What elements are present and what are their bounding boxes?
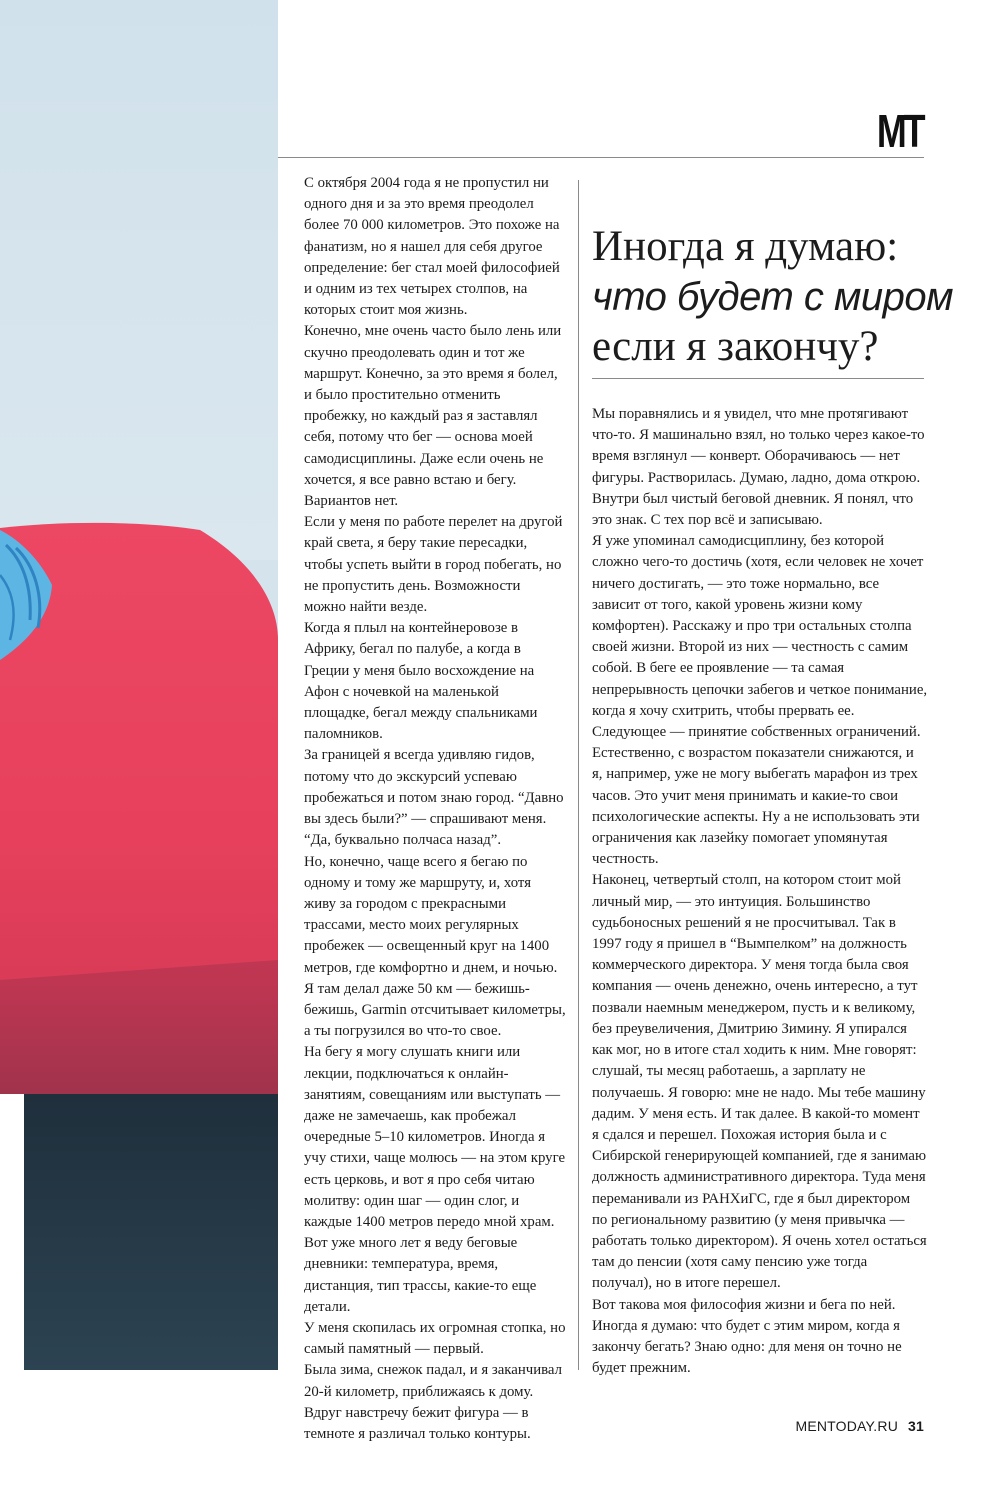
paragraph: С октября 2004 года я не пропустил ни одного дня и за это время преодолел более 70 000 километров. Это похоже на фанатизм, но я нашел для себя другое определение: бег стал моей философией и одним из тех четырех столпов, на которых стоит моя жизнь. [304, 175, 560, 319]
paragraph: Была зима, снежок падал, и я заканчивал 20-й километр, приближаясь к дому. Вдруг навстречу бежит фигура — в темноте я различал только контуры. [304, 1362, 562, 1442]
sky-texture [0, 0, 278, 560]
paragraph: Вот уже много лет я веду беговые дневники: температура, время, дистанция, тип трассы, какие-то еще детали. [304, 1235, 537, 1315]
paragraph: Конечно, мне очень часто было лень или скучно преодолевать один и тот же маршрут. Конечно, за это время я болел, и было простительно отменить пробежку, но каждый раз я заставлял себя, потому что бег — основа моей самодисциплины. Даже если очень не хочется, я все равно встаю и бегу. Вариантов нет. [304, 323, 562, 510]
page-number: 31 [908, 1418, 924, 1434]
magazine-logo: MT [876, 105, 922, 157]
pull-quote-line-1: Иногда я думаю: [592, 223, 899, 270]
paragraph: У меня скопилась их огромная стопка, но самый памятный — первый. [304, 1319, 566, 1358]
paragraph: Если у меня по работе перелет на другой край света, я беру такие пересадки, чтобы успеть выйти в город побегать, но не пропустить день. Возможности можно найти везде. [304, 514, 563, 616]
paragraph: На бегу я могу слушать книги или лекции, подключаться к онлайн-занятиям, совещаниям или выступать — даже не замечаешь, как пробежал очередные 5–10 километров. Иногда я учу стихи, чаще молюсь — на этом круге есть церковь, и вот я про себя читаю молитву: один шаг — один слог, и каждые 1400 метров передо мной храм. [304, 1044, 566, 1230]
base-left-edge [0, 1094, 24, 1370]
paragraph: Следующее — принятие собственных ограничений. Естественно, с возрастом показатели снижаются, и я, например, уже не могу выбегать марафон из трех часов. Это учит меня принимать и какие-то свои психологические аспекты. Ну а не использовать эти ограничения как лазейку помогает упомянутая честность. [592, 724, 921, 868]
paragraph: Но, конечно, чаще всего я бегаю по одному и тому же маршруту, и, хотя живу за городом с прекрасными трассами, место моих регулярных пробежек — освещенный круг на 1400 метров, где комфортно и днем, и ночью. Я там делал даже 50 км — бежишь-бежишь, Garmin отсчитывает километры, а ты погрузился во что-то свое. [304, 853, 566, 1040]
header-rule [278, 157, 924, 158]
paragraph: Вот такова моя философия жизни и бега по ней. [592, 1296, 896, 1313]
pull-quote [592, 222, 954, 372]
paragraph: Мы поравнялись и я увидел, что мне протягивают что-то. Я машинально взял, но только через какое-то время взглянул — конверт. Оборачиваюсь — нет фигуры. Растворилась. Думаю, ладно, дома открою. Внутри был чистый беговой дневник. Я понял, что это знак. С тех пор всё и записываю. [592, 406, 925, 529]
page-footer [795, 1418, 924, 1434]
illustration-svg [0, 0, 278, 1370]
column-divider [578, 180, 579, 1370]
dark-base [24, 1094, 278, 1370]
pull-quote-line-3: если я закончу? [592, 323, 879, 370]
paragraph: За границей я всегда удивляю гидов, потому что до экскурсий успеваю пробежаться и потом знаю город. “Давно вы здесь были?” — спрашивают меня. “Да, буквально полчаса назад”. [304, 747, 564, 849]
article-column-right [592, 404, 928, 1379]
paragraph: Когда я плыл на контейнеровозе в Африку, бегал по палубе, а когда в Греции у меня было восхождение на Афон с ночевкой на маленькой площадке, бегал между спальниками паломников. [304, 620, 538, 743]
dome-shadow [0, 960, 278, 1100]
paragraph: Я уже упоминал самодисциплину, без которой сложно чего-то достичь (хотя, если человек не хочет ничего достигать, — это тоже нормально, все зависит от того, какой уровень жизни кому комфортен). Расскажу и про три остальных столпа своей жизни. Второй из них — честность с самим собой. В беге ее проявление — та самая непрерывность цепочки забегов и четкое понимание, когда я хочу схитрить, чтобы прервать ее. [592, 533, 928, 719]
paragraph: Иногда я думаю: что будет с этим миром, когда я закончу бегать? Знаю одно: для меня он точно не будет прежним. [592, 1317, 902, 1377]
paragraph: Наконец, четвертый столп, на котором стоит мой личный мир, — это интуиция. Большинство судьбоносных решений я не просчитывал. Так в 1997 году я пришел в “Вымпелком” на должность коммерческого директора. У меня тогда была своя компания — очень денежно, очень интересно, а тут позвали наемным менеджером, пусть и к великому, без преувеличения, Дмитрию Зимину. Я упирался как мог, но в итоге стал ходить к ним. Мне говорят: слушай, ты месяц работаешь, а зарплату не получаешь. Я говорю: мне не надо. Мы тебе машину дадим. У меня есть. И так далее. В какой-то момент я сдался и перешел. Похожая история была и с Сибирской генерирующей компанией, где я занимаю должность административного директора. Туда меня переманивали из РАНХиГС, где я был директором по региональному развитию (у меня привычка — работать только директором). Я очень хотел остаться там до пенсии (хотя саму пенсию уже тогда получал), но в итоге перешел. [592, 872, 927, 1292]
pull-quote-rule [592, 378, 924, 379]
pull-quote-line-2: что будет с миром [592, 275, 954, 319]
site-url: MENTODAY.RU [795, 1418, 899, 1434]
illustration [0, 0, 278, 1370]
article-column-left [304, 173, 566, 1445]
